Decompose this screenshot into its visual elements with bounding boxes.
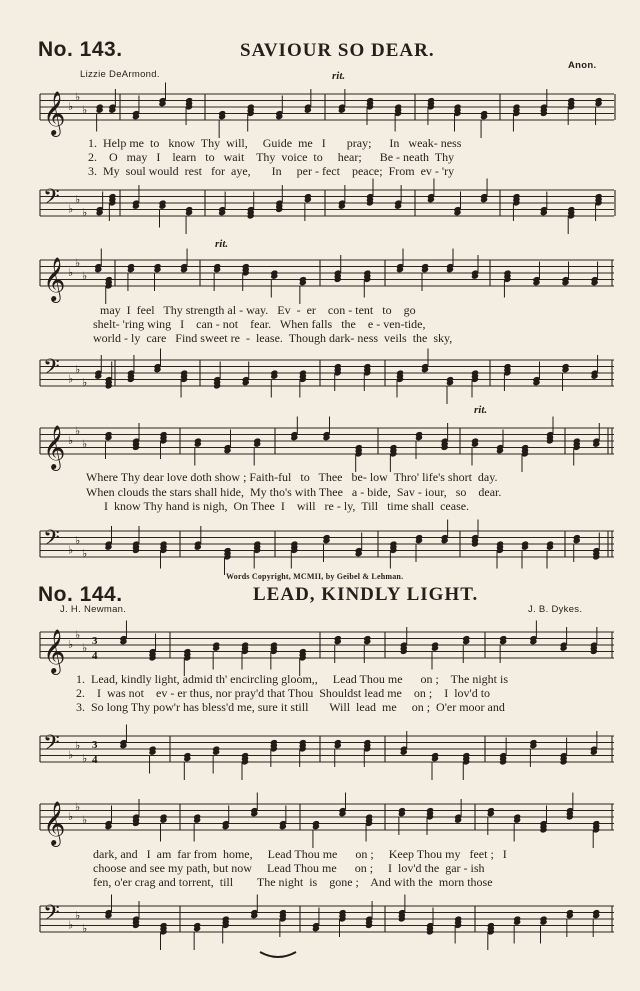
treble-clef-icon: 𝄞 [43, 801, 66, 845]
flat-sign-icon: ♭ [68, 434, 74, 447]
hymn-143-title: SAVIOUR SO DEAR. [240, 40, 435, 61]
flat-sign-icon: ♭ [75, 192, 81, 206]
hymn-143-author: Lizzie DeArmond. [80, 69, 160, 80]
verse-line: Where Thy dear love doth show ; Faith-ful to Thee be- low Thro' life's short day. [86, 470, 498, 484]
verse-line: 1. Help me to know Thy will, Guide me I pray; In weak- ness [88, 136, 462, 150]
verse-line: 2. I was not ev - er thus, nor pray'd that Thou Shouldst lead me on ; I lov'd to [76, 686, 491, 700]
copyright-notice: Words Copyright, MCMII, by Geibel & Lehman. [226, 572, 404, 581]
verse-line: fen, o'er crag and torrent, till The night is gone ; And with the morn those [93, 875, 493, 889]
verse-line: dark, and I am far from home, Lead Thou me on ; Keep Thou my feet ; I [93, 847, 507, 861]
flat-sign-icon: ♭ [82, 546, 88, 560]
treble-staff-143-system-1 [0, 84, 640, 144]
verse-line: 2. O may I learn to wait Thy voice to hear; Be - neath Thy [88, 150, 455, 164]
flat-sign-icon: ♭ [75, 362, 81, 376]
rit-marking-3: rit. [474, 404, 488, 416]
treble-staff-143-system-2 [0, 250, 640, 310]
flat-sign-icon: ♭ [75, 908, 81, 922]
verse-line: world - ly care Find sweet re - lease. Though dark- ness veils the sky, [93, 331, 453, 345]
treble-clef-icon: 𝄞 [43, 425, 66, 469]
hymn-143-number: No. 143. [38, 38, 123, 61]
flat-sign-icon: ♭ [82, 641, 88, 655]
flat-sign-icon: ♭ [68, 810, 74, 823]
time-signature-bottom: 4 [92, 754, 98, 766]
bass-staff-144-system-1 [0, 726, 640, 786]
flat-sign-icon: ♭ [75, 533, 81, 547]
verse-line: 3. So long Thy pow'r has bless'd me, sure it still Will lead me on ; O'er moor and [76, 700, 505, 714]
flat-sign-icon: ♭ [75, 90, 81, 104]
flat-sign-icon: ♭ [82, 813, 88, 827]
flat-sign-icon: ♭ [82, 921, 88, 935]
bass-clef-icon: 𝄢 [43, 526, 60, 556]
flat-sign-icon: ♭ [68, 638, 74, 651]
flat-sign-icon: ♭ [68, 100, 74, 113]
verse-line: 3. My soul would rest for aye, In per - fect peace; From ev - 'ry [88, 164, 455, 178]
hymn-143-composer: Anon. [568, 60, 597, 71]
verse-line: may I feel Thy strength al - way. Ev - er con - tent to go [100, 303, 416, 317]
bass-staff-144-system-2 [0, 896, 640, 956]
treble-clef-icon: 𝄞 [43, 91, 66, 135]
treble-clef-icon: 𝄞 [43, 257, 66, 301]
flat-sign-icon: ♭ [75, 628, 81, 642]
flat-sign-icon: ♭ [68, 372, 74, 386]
bass-staff-143-system-2 [0, 350, 640, 410]
flat-sign-icon: ♭ [68, 543, 74, 557]
flat-sign-icon: ♭ [82, 205, 88, 219]
treble-staff-143-system-3 [0, 418, 640, 478]
flat-sign-icon: ♭ [82, 103, 88, 117]
treble-clef-icon: 𝄞 [43, 629, 66, 673]
time-signature-top: 3 [92, 635, 98, 647]
flat-sign-icon: ♭ [68, 918, 74, 932]
bottom-slur [258, 950, 298, 962]
hymn-144-composer: J. B. Dykes. [528, 604, 583, 615]
flat-sign-icon: ♭ [68, 266, 74, 279]
flat-sign-icon: ♭ [82, 751, 88, 765]
flat-sign-icon: ♭ [82, 375, 88, 389]
flat-sign-icon: ♭ [82, 269, 88, 283]
bass-staff-143-system-1 [0, 180, 640, 240]
flat-sign-icon: ♭ [75, 738, 81, 752]
bass-clef-icon: 𝄢 [43, 185, 60, 215]
bass-clef-icon: 𝄢 [43, 901, 60, 931]
hymn-144-title: LEAD, KINDLY LIGHT. [253, 584, 479, 605]
hymn-144-number: No. 144. [38, 583, 123, 606]
time-signature-bottom: 4 [92, 650, 98, 662]
flat-sign-icon: ♭ [75, 424, 81, 438]
flat-sign-icon: ♭ [68, 748, 74, 762]
treble-staff-144-system-2 [0, 794, 640, 854]
verse-line: I know Thy hand is nigh, On Thee I will re - ly, Till time shall cease. [104, 499, 470, 513]
rit-marking-2: rit. [215, 238, 229, 250]
bass-clef-icon: 𝄢 [43, 355, 60, 385]
verse-line: shelt- 'ring wing I can - not fear. When falls the e - ven-tide, [93, 317, 426, 331]
hymn-144-author: J. H. Newman. [60, 604, 127, 615]
flat-sign-icon: ♭ [75, 800, 81, 814]
flat-sign-icon: ♭ [75, 256, 81, 270]
verse-line: 1. Lead, kindly light, admid th' encircling gloom,, Lead Thou me on ; The night is [76, 672, 508, 686]
rit-marking-1: rit. [332, 70, 346, 82]
flat-sign-icon: ♭ [68, 202, 74, 216]
bass-clef-icon: 𝄢 [43, 731, 60, 761]
flat-sign-icon: ♭ [82, 437, 88, 451]
verse-line: When clouds the stars shall hide, My tho's with Thee a - bide, Sav - iour, so dear. [86, 485, 502, 499]
time-signature-top: 3 [92, 739, 98, 751]
verse-line: choose and see my path, but now Lead Thou me on ; I lov'd the gar - ish [93, 861, 485, 875]
